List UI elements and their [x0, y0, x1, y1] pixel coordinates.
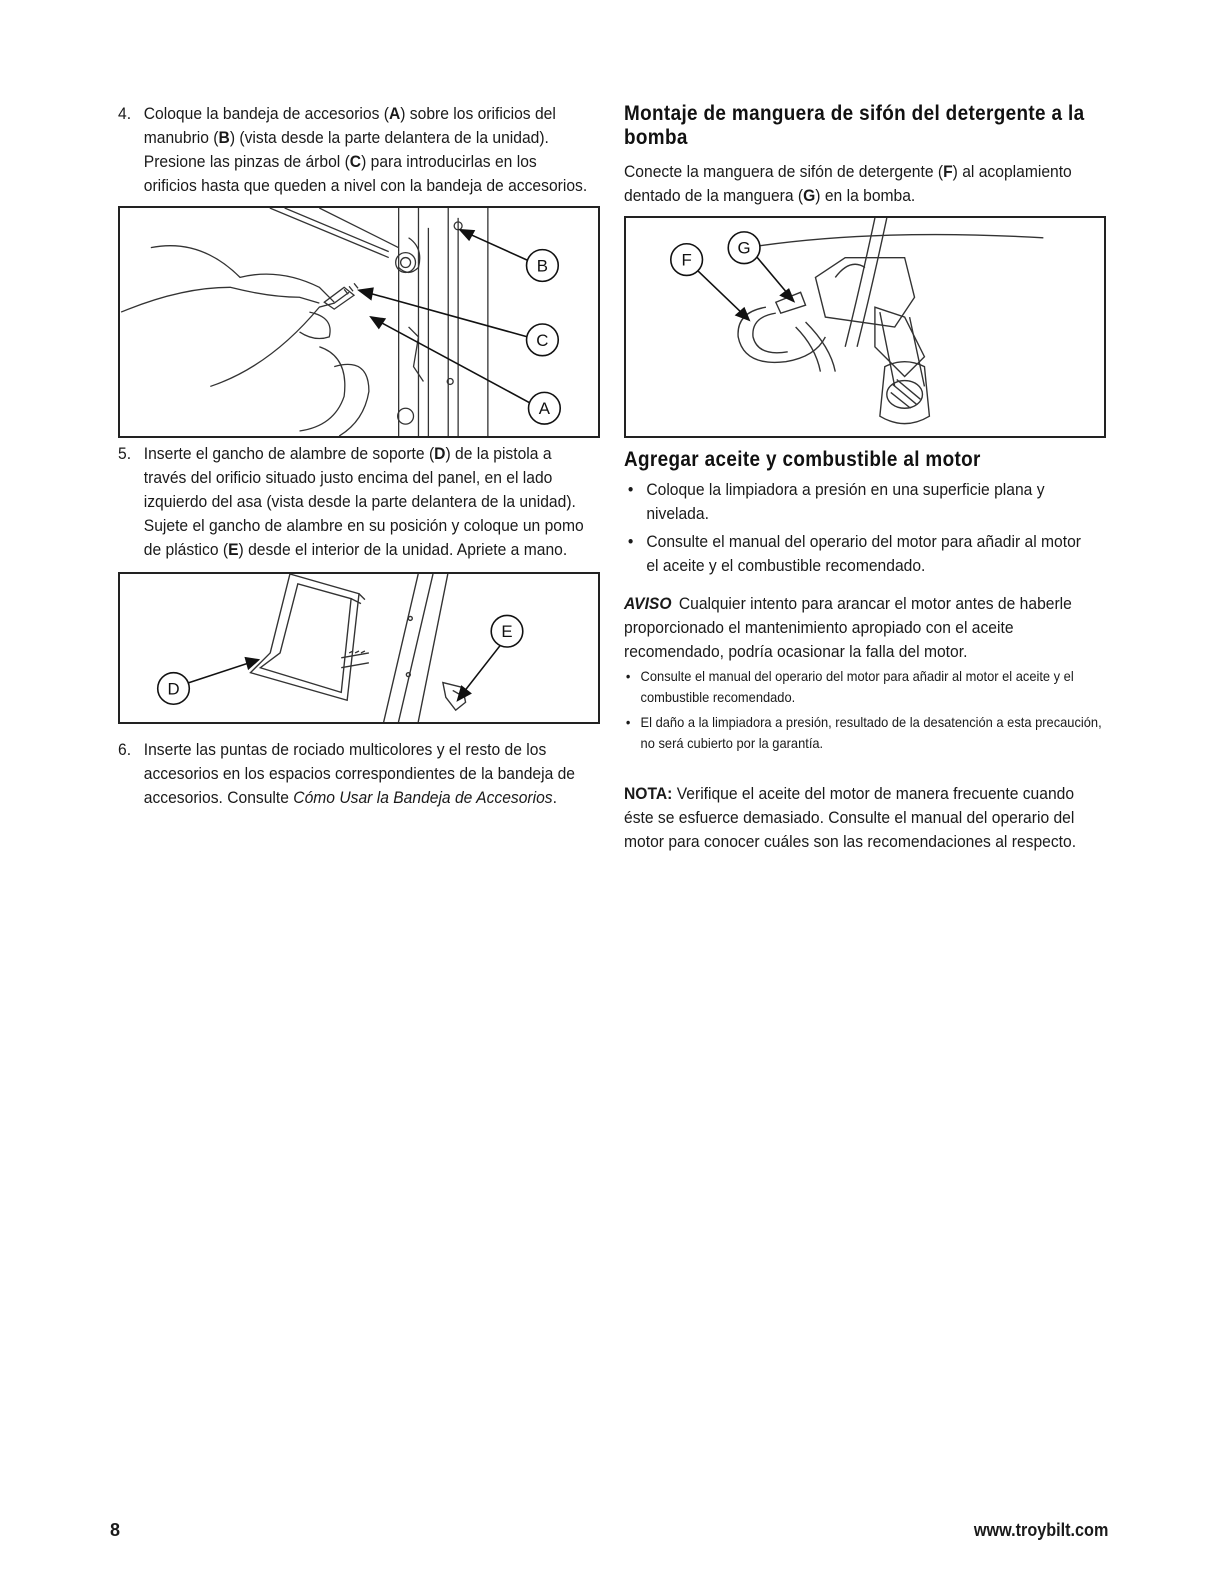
figure-accessory-tray: [118, 206, 600, 438]
figure-siphon-hose: [624, 216, 1106, 438]
step-4: [118, 102, 589, 198]
list-item: • Coloque la limpiadora a presión en una superficie plana y nivelada.: [604, 478, 1087, 526]
aviso-label: AVISO: [624, 594, 672, 613]
step-number: 6.: [118, 740, 132, 759]
tray-illustration: [120, 208, 598, 436]
step-text: Coloque la bandeja de accesorios (A) sobre los orificios del manubrio (B) (vista desde la parte delantera de la unidad). Presione las pinzas de árbol (C) para introducirlas en los orificios hasta que queden a nivel con la bandeja de accesorios.: [143, 104, 588, 195]
label-E: E: [501, 622, 513, 642]
list-item: • El daño a la limpiadora a presión, resultado de la desatención a esta precaución, no será cubierto por la garantía.: [624, 712, 1107, 754]
step-5: [118, 442, 589, 562]
left-column: [118, 102, 592, 810]
nota-label: NOTA:: [624, 784, 673, 803]
section-heading-oil: Agregar aceite y combustible al motor: [624, 448, 981, 471]
step-text: Inserte las puntas de rociado multicolores y el resto de los accesorios en los espacios correspondientes de la bandeja de accesorios. Consulte Cómo Usar la Bandeja de Accesorios.: [143, 740, 576, 807]
oil-bullet-list: [604, 478, 1087, 578]
aviso-bullet-list: [624, 666, 1107, 754]
label-B: B: [536, 256, 549, 276]
step-number: 4.: [118, 104, 132, 123]
aviso-notice: AVISO Cualquier intento para arancar el motor antes de haberle proporcionado el mantenimiento apropiado con el aceite recomendado, podría ocasionar la falla del motor.: [624, 594, 1072, 661]
pump-illustration: [626, 218, 1104, 436]
label-D: D: [167, 679, 180, 699]
label-A: A: [538, 399, 550, 419]
label-G: G: [737, 238, 751, 258]
step-number: 5.: [118, 444, 132, 463]
label-F: F: [681, 250, 692, 270]
list-item: • Consulte el manual del operario del motor para añadir al motor el aceite y el combustible recomendado.: [604, 530, 1087, 578]
website-url: www.troybilt.com: [973, 1520, 1108, 1540]
list-item: • Consulte el manual del operario del motor para añadir al motor el aceite y el combustible recomendado.: [624, 666, 1107, 708]
section-heading-hose: Montaje de manguera de sifón del detergente a la bomba: [624, 102, 1085, 149]
label-C: C: [536, 330, 549, 350]
hose-instructions: Conecte la manguera de sifón de detergente (F) al acoplamiento dentado de la manguera (G) en la bomba.: [624, 162, 1072, 205]
step-6: [118, 738, 589, 810]
step-text: Inserte el gancho de alambre de soporte (D) de la pistola a través del orificio situado justo encima del panel, en el lado izquierdo del asa (vista desde la parte delantera de la unidad). Sujete el gancho de alambre en su posición y coloque un pomo de plástico (E) desde el interior de la unidad. Apriete a mano.: [143, 444, 584, 559]
right-column: [624, 102, 1110, 854]
hook-illustration: [120, 574, 598, 722]
page-number: 8: [110, 1520, 121, 1540]
figure-gun-hook: [118, 572, 600, 724]
nota-notice: NOTA: Verifique el aceite del motor de manera frecuente cuando éste se esfuerce demasiado. Consulte el manual del operario del motor para conocer cuáles son las recomendaciones al respecto.: [624, 784, 1077, 851]
